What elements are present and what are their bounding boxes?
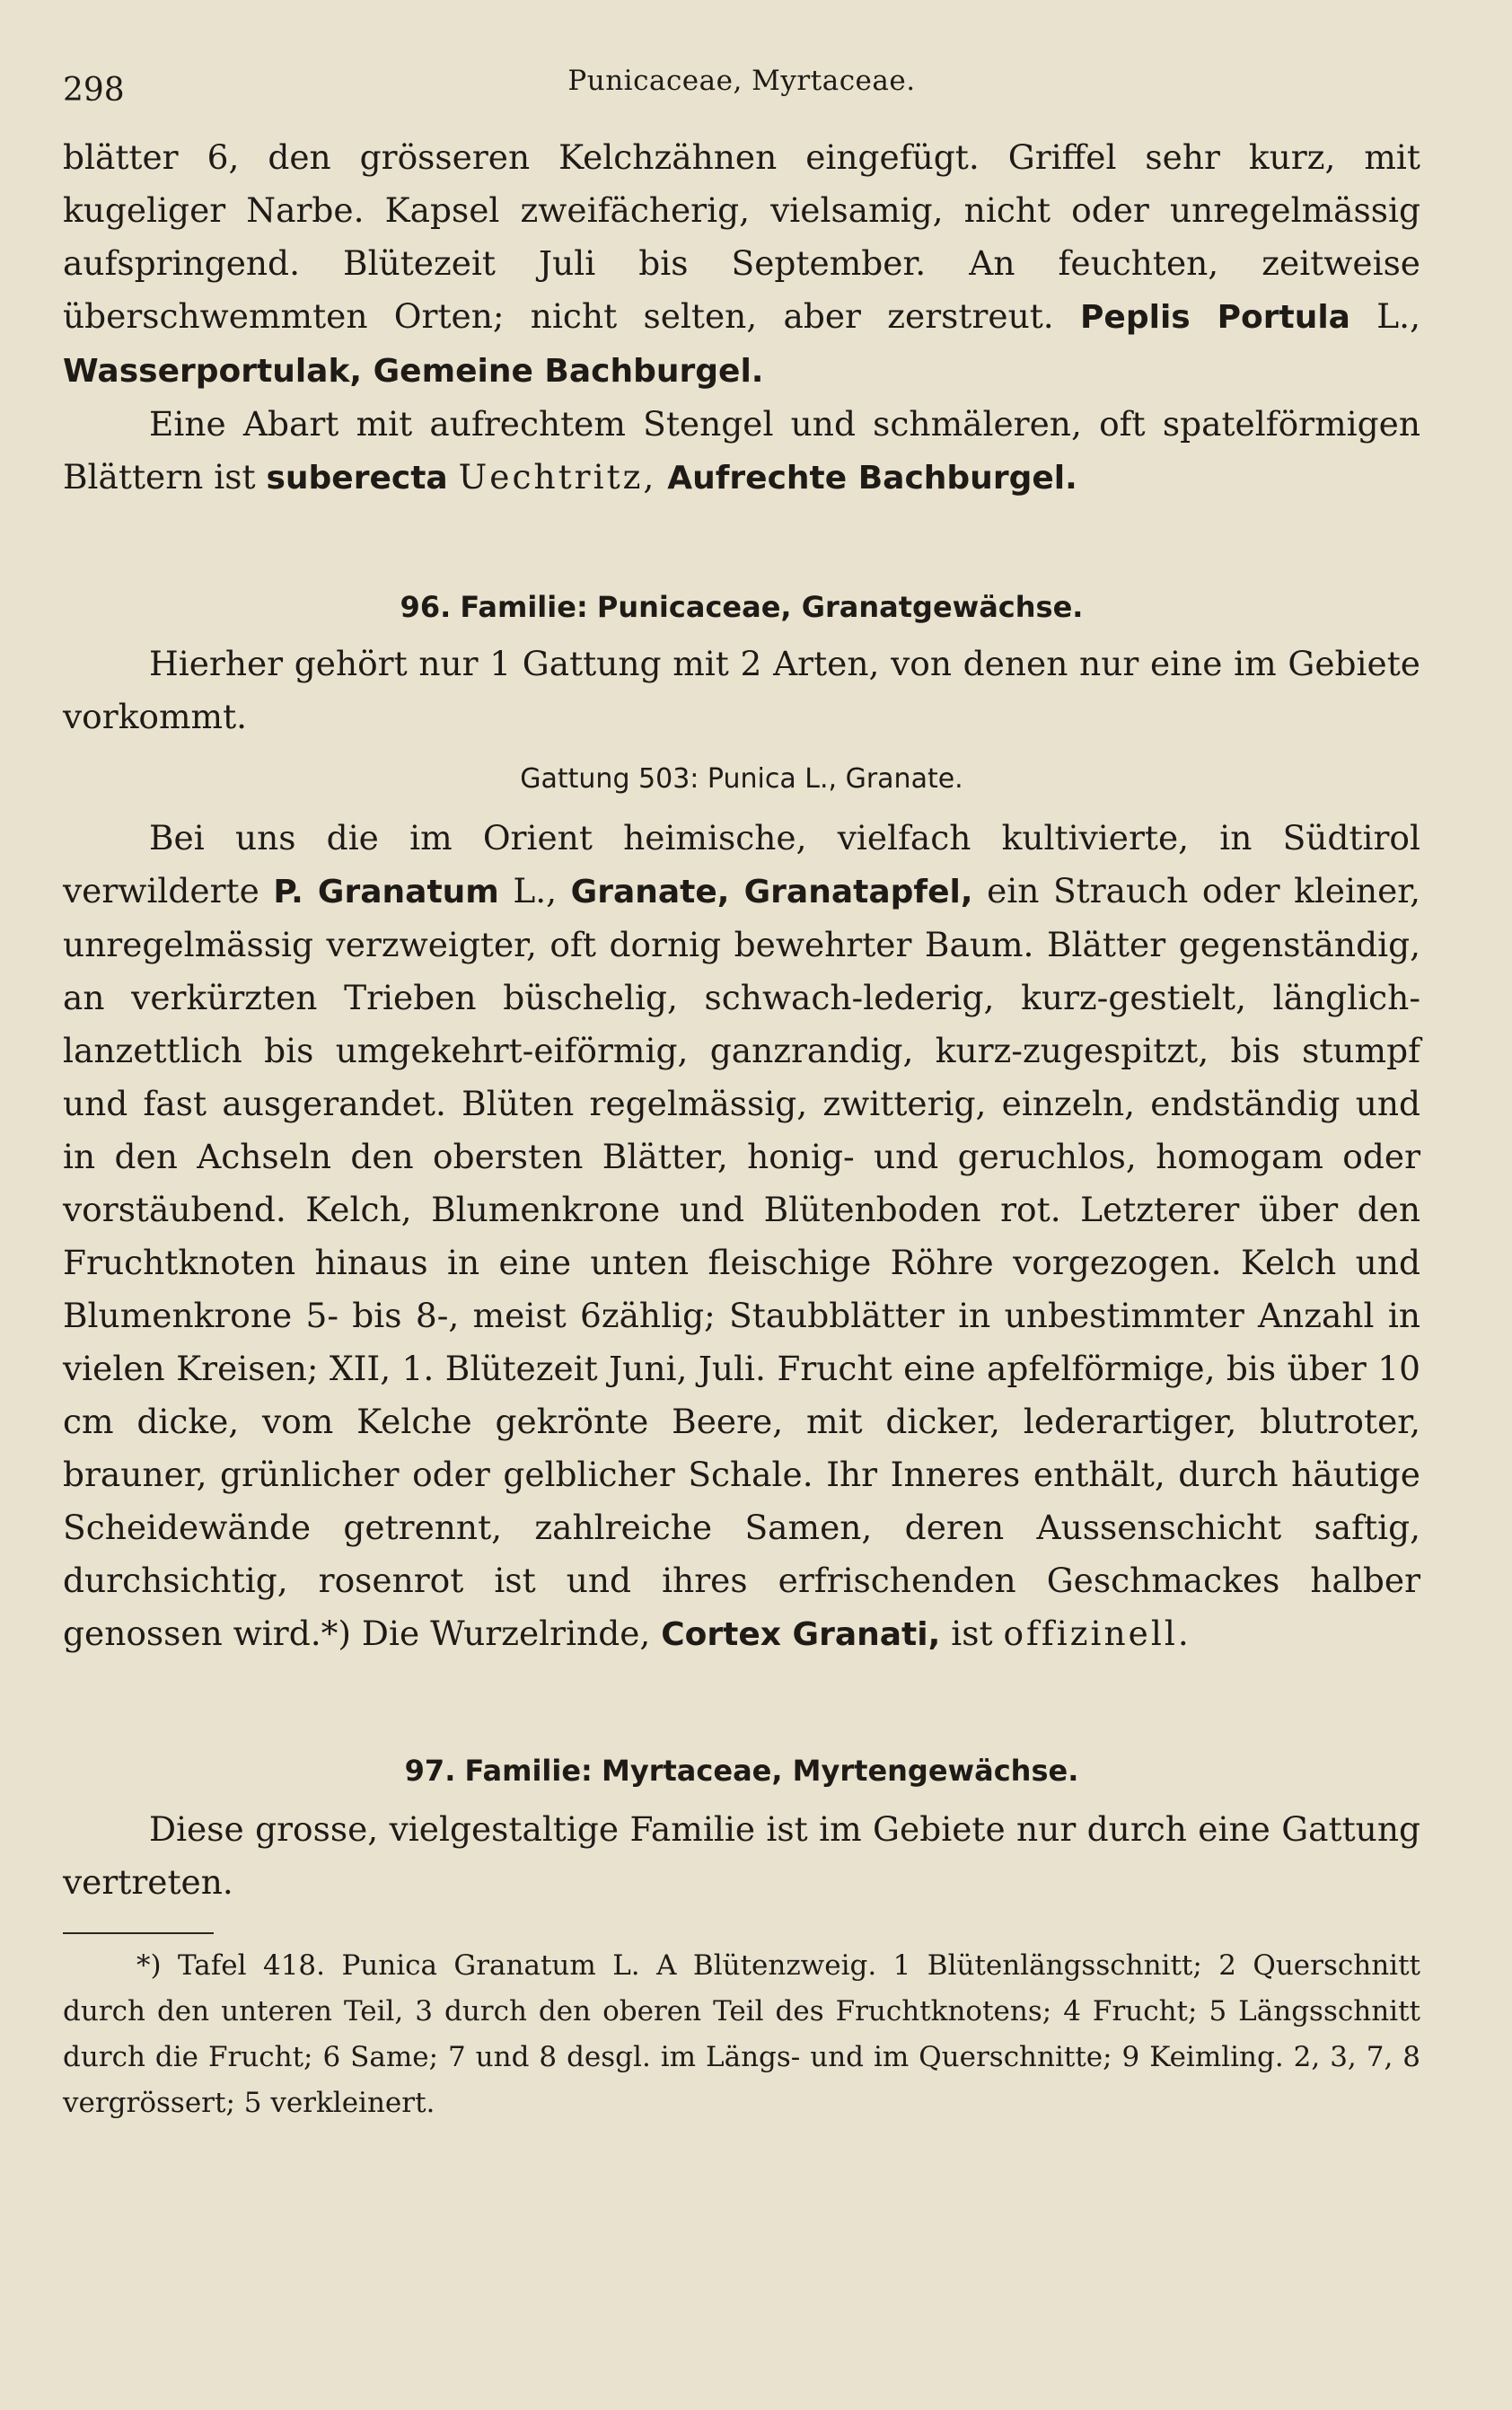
common-name-aufrechte-bachburgel: Aufrechte Bachburgel. [667, 460, 1077, 497]
species-name-peplis-portula: Peplis Portula [1080, 299, 1350, 336]
paragraph-peplis-description [63, 131, 1420, 398]
page-header [63, 65, 1420, 128]
punica-intro-text: Bei uns die im Orient heimische, vielfach kultivierte, in Südtirol verwilderte [63, 818, 1420, 910]
paragraph-punicaceae-intro [63, 638, 1420, 743]
punicaceae-intro-text: Hierher gehört nur 1 Gattung mit 2 Arten, von denen nur eine im Gebiete vorkommt. [63, 644, 1420, 736]
peplis-description-text: blätter 6, den grösseren Kelchzähnen eingefügt. Griffel sehr kurz, mit kugeliger Narbe. Kapsel zweifächerig, vielsamig, nicht oder unregelmässig aufspringend. Blütezeit Juli bis September. An feuchten, zeitweise überschwemmten Orten; nicht selten, aber zerstreut. [63, 137, 1420, 336]
paragraph-myrtaceae-intro [63, 1803, 1420, 1909]
family-name-myrtaceae: Myrtaceae, Myrtengewächse. [602, 1754, 1079, 1788]
family-name-punicaceae: Punicaceae, Granatgewächse. [596, 590, 1084, 624]
genus-heading-503: Gattung 503: Punica L., Granate. [520, 763, 963, 795]
footnote-tafel-418: *) Tafel 418. Punica Granatum L. A Blütenzweig. 1 Blütenlängsschnitt; 2 Querschnitt durch den unteren Teil, 3 durch den oberen Teil des Fruchtknotens; 4 Frucht; 5 Längsschnitt durch die Frucht; 6 Same; 7 und 8 desgl. im Längs- und im Querschnitte; 9 Keimling. 2, 3, 7, 8 vergrössert; 5 verkleinert. [63, 1949, 1420, 2119]
author-linne: L., [1376, 296, 1420, 336]
running-title: Punicaceae, Myrtaceae. [567, 65, 916, 97]
family-number: 97. [404, 1754, 456, 1788]
author-linne-punica: L., [513, 871, 558, 910]
punica-ist-text: ist [951, 1614, 993, 1653]
footnote-rule [63, 1932, 214, 1934]
offizinell-text: offizinell. [1003, 1614, 1191, 1653]
paragraph-suberecta-variety [63, 398, 1420, 505]
suberecta-description-text: Eine Abart mit aufrechtem Stengel und schmäleren, oft spatelförmigen Blättern ist [63, 404, 1420, 497]
drug-name-cortex-granati: Cortex Granati, [661, 1616, 941, 1653]
myrtaceae-intro-text: Diese grosse, vielgestaltige Familie ist im Gebiete nur durch eine Gattung vertreten. [63, 1809, 1420, 1902]
common-name-wasserportulak: Wasserportulak, Gemeine Bachburgel. [63, 353, 764, 390]
page-number: 298 [63, 72, 125, 109]
species-name-punica-granatum: P. Granatum [273, 874, 499, 910]
family-number: 96. [400, 590, 452, 624]
family-heading-97 [63, 1747, 1420, 1794]
family-label: Familie: [464, 1754, 593, 1788]
variety-name-suberecta: suberecta [266, 460, 448, 497]
family-label: Familie: [460, 590, 588, 624]
family-heading-96 [63, 584, 1420, 630]
punica-description-text: ein Strauch oder kleiner, unregelmässig verzweigter, oft dornig bewehrter Baum. Blätter gegenständig, an verkürzten Trieben büschelig, schwach-lederig, kurz-gestielt, länglich-lanzettlich bis umgekehrt-eiförmig, ganzrandig, kurz-zugespitzt, bis stumpf und fast ausgerandet. Blüten regelmässig, zwitterig, einzeln, endständig und in den Achseln den obersten Blätter, honig- und geruchlos, homogam oder vorstäubend. Kelch, Blumenkrone und Blütenboden rot. Letzterer über den Fruchtknoten hinaus in eine unten fleischige Röhre vorgezogen. Kelch und Blumenkrone 5- bis 8-, meist 6zählig; Staubblätter in unbestimmter Anzahl in vielen Kreisen; XII, 1. Blütezeit Juni, Juli. Frucht eine apfelförmige, bis über 10 cm dicke, vom Kelche gekrönte Beere, mit dicker, lederartiger, blutroter, brauner, grünlicher oder gelblicher Schale. Ihr Inneres enthält, durch häutige Scheidewände getrennt, zahlreiche Samen, deren Aussenschicht saftig, durchsichtig, rosenrot ist und ihres erfrischenden Geschmackes halber genossen wird.*) Die Wurzelrinde, [63, 871, 1421, 1653]
paragraph-punica-granatum [63, 812, 1420, 1661]
author-uechtritz: Uechtritz, [458, 457, 657, 497]
common-name-granate: Granate, Granatapfel, [570, 874, 973, 910]
